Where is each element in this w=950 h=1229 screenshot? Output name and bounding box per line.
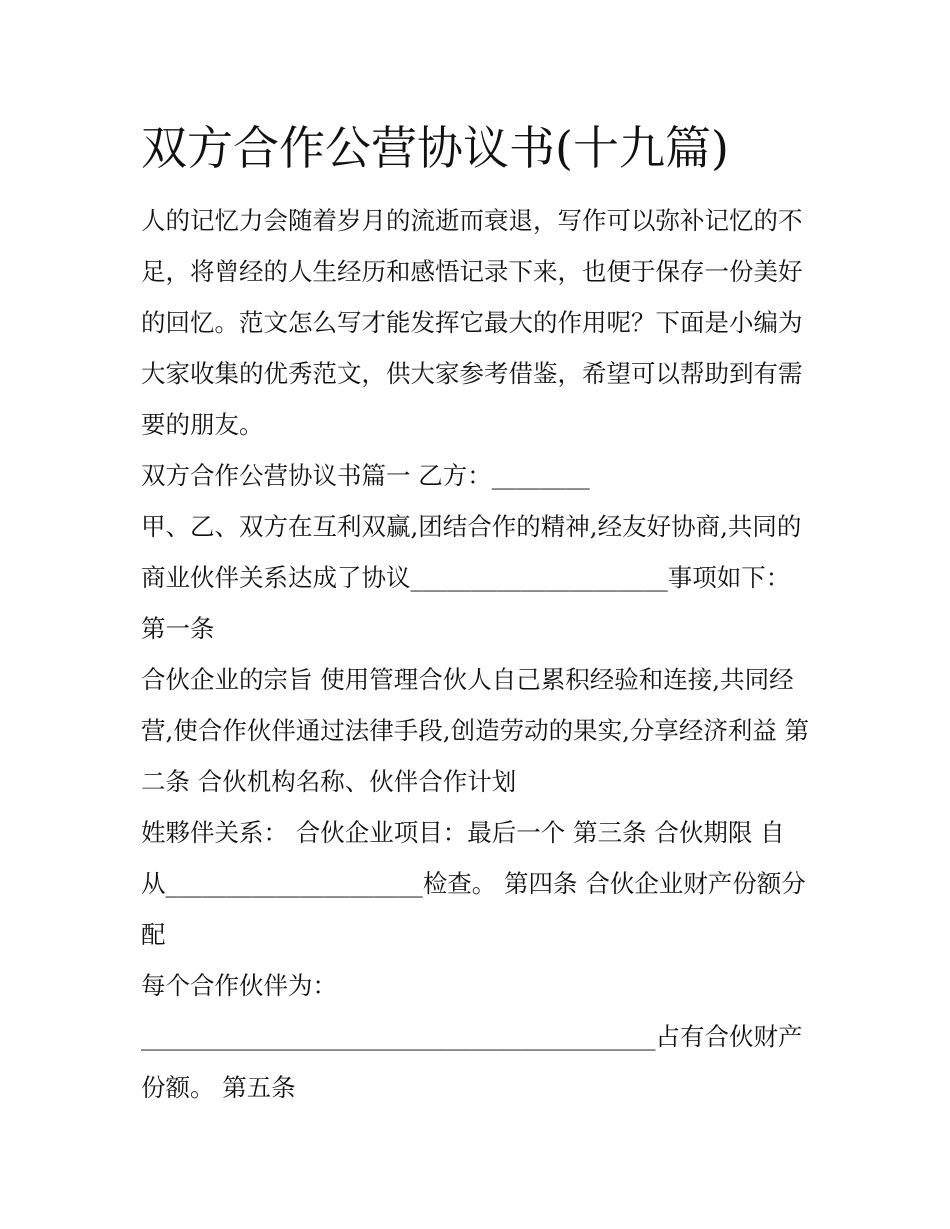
body-line-3: 的回忆。范文怎么写才能发挥它最大的作用呢？下面是小编为 bbox=[141, 308, 803, 337]
body-line-4: 大家收集的优秀范文，供大家参考借鉴，希望可以帮助到有需 bbox=[141, 359, 803, 388]
body-line-2: 足，将曾经的人生经历和感悟记录下来，也便于保存一份美好 bbox=[141, 257, 803, 286]
body-line-11: 营,使合作伙伴通过法律手段,创造劳动的果实,分享经济利益 第 bbox=[141, 716, 810, 745]
document-title: 双方合作公营协议书(十九篇) bbox=[141, 121, 729, 175]
body-line-10: 合伙企业的宗旨 使用管理合伙人自己累积经验和连接,共同经 bbox=[141, 665, 794, 694]
body-line-18: 份额。 第五条 bbox=[141, 1073, 296, 1102]
body-line-9: 第一条 bbox=[141, 614, 215, 643]
body-line-14: 从_____________________检查。 第四条 合伙企业财产份额分 bbox=[141, 869, 806, 898]
body-line-1: 人的记忆力会随着岁月的流逝而衰退，写作可以弥补记忆的不 bbox=[141, 206, 803, 235]
body-line-6: 双方合作公营协议书篇一 乙方：________ bbox=[141, 461, 590, 490]
body-line-7: 甲、乙、双方在互利双赢,团结合作的精神,经友好协商,共同的 bbox=[141, 512, 802, 541]
body-line-5: 要的朋友。 bbox=[141, 410, 264, 439]
body-line-15: 配 bbox=[141, 920, 166, 949]
body-line-17: __________________________________________占有合伙财产 bbox=[141, 1022, 803, 1051]
body-line-8: 商业伙伴关系达成了协议_____________________事项如下： bbox=[141, 563, 791, 592]
body-line-13: 姓夥伴关系： 合伙企业项目：最后一个 第三条 合伙期限 自 bbox=[141, 818, 785, 847]
body-line-16: 每个合作伙伴为： bbox=[141, 971, 337, 1000]
body-line-12: 二条 合伙机构名称、伙伴合作计划 bbox=[141, 767, 517, 796]
